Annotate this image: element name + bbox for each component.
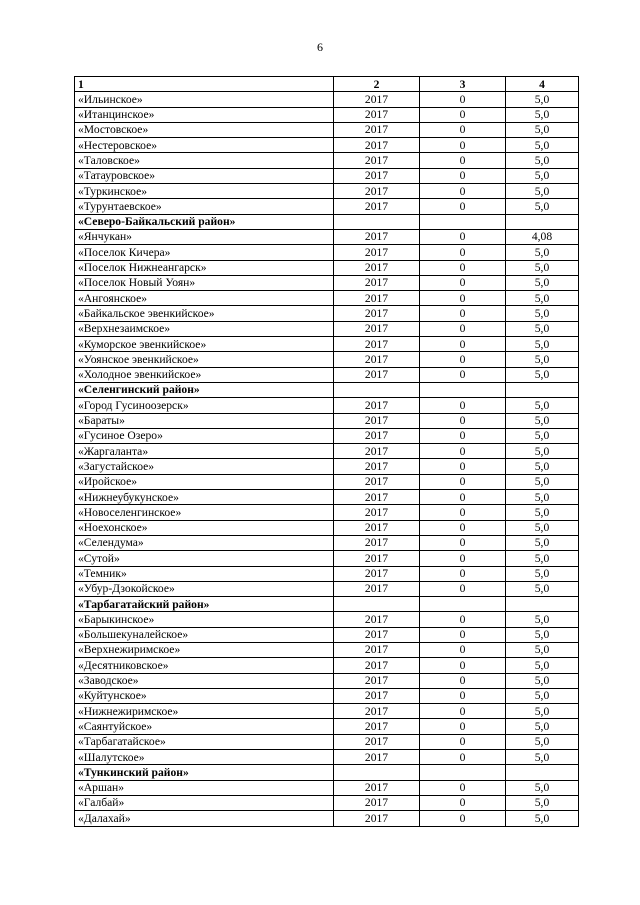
- col3-cell: 0: [420, 566, 506, 581]
- col3-cell: [420, 382, 506, 397]
- col3-cell: 0: [420, 535, 506, 550]
- settlement-name: «Нестеровское»: [75, 138, 334, 153]
- settlement-name: «Темник»: [75, 566, 334, 581]
- col3-cell: 0: [420, 688, 506, 703]
- col4-cell: 5,0: [506, 490, 579, 505]
- table-row: [75, 413, 579, 428]
- col4-cell: 5,0: [506, 642, 579, 657]
- col4-cell: 5,0: [506, 566, 579, 581]
- col3-cell: 0: [420, 92, 506, 107]
- table-row: [75, 474, 579, 489]
- col3-cell: 0: [420, 245, 506, 260]
- col4-cell: 5,0: [506, 581, 579, 596]
- settlement-name: «Ильинское»: [75, 92, 334, 107]
- table-row: [75, 658, 579, 673]
- table-row: [75, 505, 579, 520]
- year-cell: 2017: [334, 444, 420, 459]
- year-cell: 2017: [334, 688, 420, 703]
- year-cell: 2017: [334, 107, 420, 122]
- col3-cell: 0: [420, 138, 506, 153]
- table-row: [75, 459, 579, 474]
- table-row: [75, 795, 579, 810]
- settlement-name: «Поселок Новый Уоян»: [75, 275, 334, 290]
- year-cell: 2017: [334, 337, 420, 352]
- col4-cell: 5,0: [506, 551, 579, 566]
- col3-cell: 0: [420, 168, 506, 183]
- col3-cell: [420, 765, 506, 780]
- col3-cell: 0: [420, 811, 506, 826]
- table-row: [75, 520, 579, 535]
- col4-cell: 5,0: [506, 444, 579, 459]
- district-name: «Тарбагатайский район»: [75, 597, 334, 612]
- year-cell: 2017: [334, 321, 420, 336]
- settlement-name: «Уоянское эвенкийское»: [75, 352, 334, 367]
- year-cell: 2017: [334, 459, 420, 474]
- table-body: [75, 77, 579, 827]
- table-row: [75, 260, 579, 275]
- year-cell: 2017: [334, 229, 420, 244]
- table-row: [75, 153, 579, 168]
- col4-cell: 5,0: [506, 138, 579, 153]
- year-cell: 2017: [334, 795, 420, 810]
- settlement-name: «Ноехонское»: [75, 520, 334, 535]
- col3-cell: 0: [420, 520, 506, 535]
- year-cell: [334, 765, 420, 780]
- col3-cell: 0: [420, 627, 506, 642]
- year-cell: 2017: [334, 428, 420, 443]
- col4-cell: 5,0: [506, 413, 579, 428]
- col3-cell: 0: [420, 642, 506, 657]
- col4-cell: 5,0: [506, 107, 579, 122]
- settlement-name: «Поселок Кичера»: [75, 245, 334, 260]
- settlement-name: «Байкальское эвенкийское»: [75, 306, 334, 321]
- col3-cell: 0: [420, 229, 506, 244]
- col3-cell: 0: [420, 612, 506, 627]
- col4-cell: 5,0: [506, 780, 579, 795]
- year-cell: 2017: [334, 704, 420, 719]
- settlement-name: «Далахай»: [75, 811, 334, 826]
- settlement-name: «Иройское»: [75, 474, 334, 489]
- settlement-name: «Новоселенгинское»: [75, 505, 334, 520]
- settlement-name: «Десятниковское»: [75, 658, 334, 673]
- col3-cell: 0: [420, 459, 506, 474]
- col4-cell: 5,0: [506, 367, 579, 382]
- col3-cell: 0: [420, 428, 506, 443]
- col3-cell: 0: [420, 658, 506, 673]
- district-section-row: [75, 597, 579, 612]
- col4-cell: 5,0: [506, 122, 579, 137]
- table-row: [75, 367, 579, 382]
- year-cell: [334, 597, 420, 612]
- table-row: [75, 673, 579, 688]
- col4-cell: 4,08: [506, 229, 579, 244]
- settlement-name: «Жаргаланта»: [75, 444, 334, 459]
- col4-cell: 5,0: [506, 153, 579, 168]
- settlement-name: «Гусиное Озеро»: [75, 428, 334, 443]
- table-row: [75, 566, 579, 581]
- col4-cell: 5,0: [506, 795, 579, 810]
- col3-cell: 0: [420, 704, 506, 719]
- year-cell: 2017: [334, 642, 420, 657]
- col4-cell: [506, 597, 579, 612]
- year-cell: 2017: [334, 490, 420, 505]
- col3-cell: [420, 214, 506, 229]
- table-row: [75, 245, 579, 260]
- col4-cell: 5,0: [506, 459, 579, 474]
- col4-cell: 5,0: [506, 398, 579, 413]
- table-row: [75, 184, 579, 199]
- table-header-row: [75, 77, 579, 92]
- table-row: [75, 490, 579, 505]
- col4-cell: 5,0: [506, 673, 579, 688]
- settlement-name: «Верхнезаимское»: [75, 321, 334, 336]
- col3-cell: 0: [420, 474, 506, 489]
- year-cell: 2017: [334, 367, 420, 382]
- settlement-name: «Большекуналейское»: [75, 627, 334, 642]
- table-row: [75, 168, 579, 183]
- year-cell: 2017: [334, 260, 420, 275]
- settlement-name: «Сутой»: [75, 551, 334, 566]
- district-name: «Селенгинский район»: [75, 382, 334, 397]
- col3-cell: 0: [420, 734, 506, 749]
- year-cell: 2017: [334, 92, 420, 107]
- settlement-name: «Ангоянское»: [75, 291, 334, 306]
- table-row: [75, 612, 579, 627]
- settlement-name: «Куйтунское»: [75, 688, 334, 703]
- year-cell: 2017: [334, 398, 420, 413]
- year-cell: 2017: [334, 719, 420, 734]
- district-section-row: [75, 765, 579, 780]
- settlement-name: «Туркинское»: [75, 184, 334, 199]
- col4-cell: 5,0: [506, 337, 579, 352]
- settlement-name: «Саянтуйское»: [75, 719, 334, 734]
- col4-cell: 5,0: [506, 750, 579, 765]
- year-cell: 2017: [334, 352, 420, 367]
- col4-cell: 5,0: [506, 92, 579, 107]
- year-cell: 2017: [334, 780, 420, 795]
- year-cell: 2017: [334, 551, 420, 566]
- col4-cell: 5,0: [506, 520, 579, 535]
- year-cell: 2017: [334, 168, 420, 183]
- year-cell: 2017: [334, 138, 420, 153]
- settlement-name: «Убур-Дзокойское»: [75, 581, 334, 596]
- column-header-4: 4: [506, 77, 579, 92]
- table-row: [75, 704, 579, 719]
- col3-cell: 0: [420, 581, 506, 596]
- col3-cell: 0: [420, 795, 506, 810]
- year-cell: 2017: [334, 306, 420, 321]
- settlement-name: «Шалутское»: [75, 750, 334, 765]
- table-row: [75, 122, 579, 137]
- col3-cell: 0: [420, 398, 506, 413]
- table-row: [75, 398, 579, 413]
- col4-cell: 5,0: [506, 734, 579, 749]
- year-cell: 2017: [334, 734, 420, 749]
- year-cell: 2017: [334, 750, 420, 765]
- table-row: [75, 199, 579, 214]
- col4-cell: 5,0: [506, 306, 579, 321]
- year-cell: 2017: [334, 658, 420, 673]
- col3-cell: 0: [420, 673, 506, 688]
- col4-cell: 5,0: [506, 474, 579, 489]
- settlement-name: «Верхнежиримское»: [75, 642, 334, 657]
- table-row: [75, 428, 579, 443]
- table-row: [75, 811, 579, 826]
- col3-cell: 0: [420, 199, 506, 214]
- table-row: [75, 352, 579, 367]
- year-cell: 2017: [334, 673, 420, 688]
- year-cell: 2017: [334, 245, 420, 260]
- col3-cell: 0: [420, 184, 506, 199]
- table-row: [75, 229, 579, 244]
- col4-cell: 5,0: [506, 168, 579, 183]
- col3-cell: 0: [420, 367, 506, 382]
- column-header-2: 2: [334, 77, 420, 92]
- table-row: [75, 337, 579, 352]
- settlement-name: «Итанцинское»: [75, 107, 334, 122]
- district-section-row: [75, 382, 579, 397]
- col4-cell: 5,0: [506, 184, 579, 199]
- year-cell: 2017: [334, 275, 420, 290]
- col4-cell: 5,0: [506, 352, 579, 367]
- table-row: [75, 688, 579, 703]
- district-name: «Тункинский район»: [75, 765, 334, 780]
- table-row: [75, 92, 579, 107]
- col3-cell: 0: [420, 444, 506, 459]
- settlement-name: «Заводское»: [75, 673, 334, 688]
- col4-cell: 5,0: [506, 275, 579, 290]
- year-cell: 2017: [334, 291, 420, 306]
- table-row: [75, 642, 579, 657]
- year-cell: 2017: [334, 535, 420, 550]
- col3-cell: [420, 597, 506, 612]
- col4-cell: 5,0: [506, 627, 579, 642]
- district-name: «Северо-Байкальский район»: [75, 214, 334, 229]
- settlement-name: «Мостовское»: [75, 122, 334, 137]
- settlement-name: «Янчукан»: [75, 229, 334, 244]
- col3-cell: 0: [420, 505, 506, 520]
- settlement-name: «Поселок Нижнеангарск»: [75, 260, 334, 275]
- settlement-name: «Нижнежиримское»: [75, 704, 334, 719]
- col3-cell: 0: [420, 551, 506, 566]
- year-cell: 2017: [334, 153, 420, 168]
- year-cell: 2017: [334, 413, 420, 428]
- col3-cell: 0: [420, 306, 506, 321]
- settlement-name: «Бараты»: [75, 413, 334, 428]
- col4-cell: [506, 214, 579, 229]
- table-row: [75, 535, 579, 550]
- col3-cell: 0: [420, 122, 506, 137]
- page-number: 6: [317, 40, 323, 54]
- col4-cell: 5,0: [506, 658, 579, 673]
- year-cell: 2017: [334, 474, 420, 489]
- table-row: [75, 321, 579, 336]
- col4-cell: 5,0: [506, 688, 579, 703]
- col4-cell: 5,0: [506, 199, 579, 214]
- district-section-row: [75, 214, 579, 229]
- col4-cell: 5,0: [506, 291, 579, 306]
- col3-cell: 0: [420, 107, 506, 122]
- year-cell: 2017: [334, 627, 420, 642]
- year-cell: 2017: [334, 505, 420, 520]
- settlement-name: «Нижнеубукунское»: [75, 490, 334, 505]
- col3-cell: 0: [420, 490, 506, 505]
- col3-cell: 0: [420, 719, 506, 734]
- year-cell: 2017: [334, 122, 420, 137]
- col4-cell: 5,0: [506, 535, 579, 550]
- settlement-name: «Татауровское»: [75, 168, 334, 183]
- column-header-1: 1: [75, 77, 334, 92]
- table-row: [75, 750, 579, 765]
- table-row: [75, 306, 579, 321]
- table-row: [75, 581, 579, 596]
- col3-cell: 0: [420, 260, 506, 275]
- table-row: [75, 107, 579, 122]
- col3-cell: 0: [420, 275, 506, 290]
- table-row: [75, 138, 579, 153]
- settlement-name: «Аршан»: [75, 780, 334, 795]
- col3-cell: 0: [420, 750, 506, 765]
- col4-cell: 5,0: [506, 719, 579, 734]
- year-cell: [334, 382, 420, 397]
- settlement-name: «Загустайское»: [75, 459, 334, 474]
- settlement-name: «Куморское эвенкийское»: [75, 337, 334, 352]
- year-cell: 2017: [334, 566, 420, 581]
- col3-cell: 0: [420, 153, 506, 168]
- table-row: [75, 780, 579, 795]
- col3-cell: 0: [420, 337, 506, 352]
- table-row: [75, 627, 579, 642]
- year-cell: 2017: [334, 199, 420, 214]
- col4-cell: 5,0: [506, 245, 579, 260]
- settlement-name: «Город Гусиноозерск»: [75, 398, 334, 413]
- settlement-name: «Селендума»: [75, 535, 334, 550]
- settlement-name: «Таловское»: [75, 153, 334, 168]
- settlement-name: «Турунтаевское»: [75, 199, 334, 214]
- col3-cell: 0: [420, 780, 506, 795]
- col4-cell: [506, 765, 579, 780]
- table-row: [75, 734, 579, 749]
- col4-cell: 5,0: [506, 505, 579, 520]
- year-cell: 2017: [334, 612, 420, 627]
- table-row: [75, 444, 579, 459]
- col4-cell: 5,0: [506, 612, 579, 627]
- settlement-name: «Холодное эвенкийское»: [75, 367, 334, 382]
- year-cell: 2017: [334, 184, 420, 199]
- col3-cell: 0: [420, 321, 506, 336]
- col3-cell: 0: [420, 352, 506, 367]
- year-cell: 2017: [334, 581, 420, 596]
- table-row: [75, 551, 579, 566]
- settlement-name: «Барыкинское»: [75, 612, 334, 627]
- data-table: [74, 76, 579, 827]
- table-row: [75, 719, 579, 734]
- col3-cell: 0: [420, 291, 506, 306]
- col4-cell: 5,0: [506, 704, 579, 719]
- year-cell: 2017: [334, 520, 420, 535]
- col4-cell: 5,0: [506, 811, 579, 826]
- year-cell: 2017: [334, 811, 420, 826]
- column-header-3: 3: [420, 77, 506, 92]
- settlement-name: «Тарбагатайское»: [75, 734, 334, 749]
- col4-cell: [506, 382, 579, 397]
- table-row: [75, 275, 579, 290]
- col4-cell: 5,0: [506, 428, 579, 443]
- year-cell: [334, 214, 420, 229]
- col4-cell: 5,0: [506, 321, 579, 336]
- col3-cell: 0: [420, 413, 506, 428]
- col4-cell: 5,0: [506, 260, 579, 275]
- table-row: [75, 291, 579, 306]
- settlement-name: «Галбай»: [75, 795, 334, 810]
